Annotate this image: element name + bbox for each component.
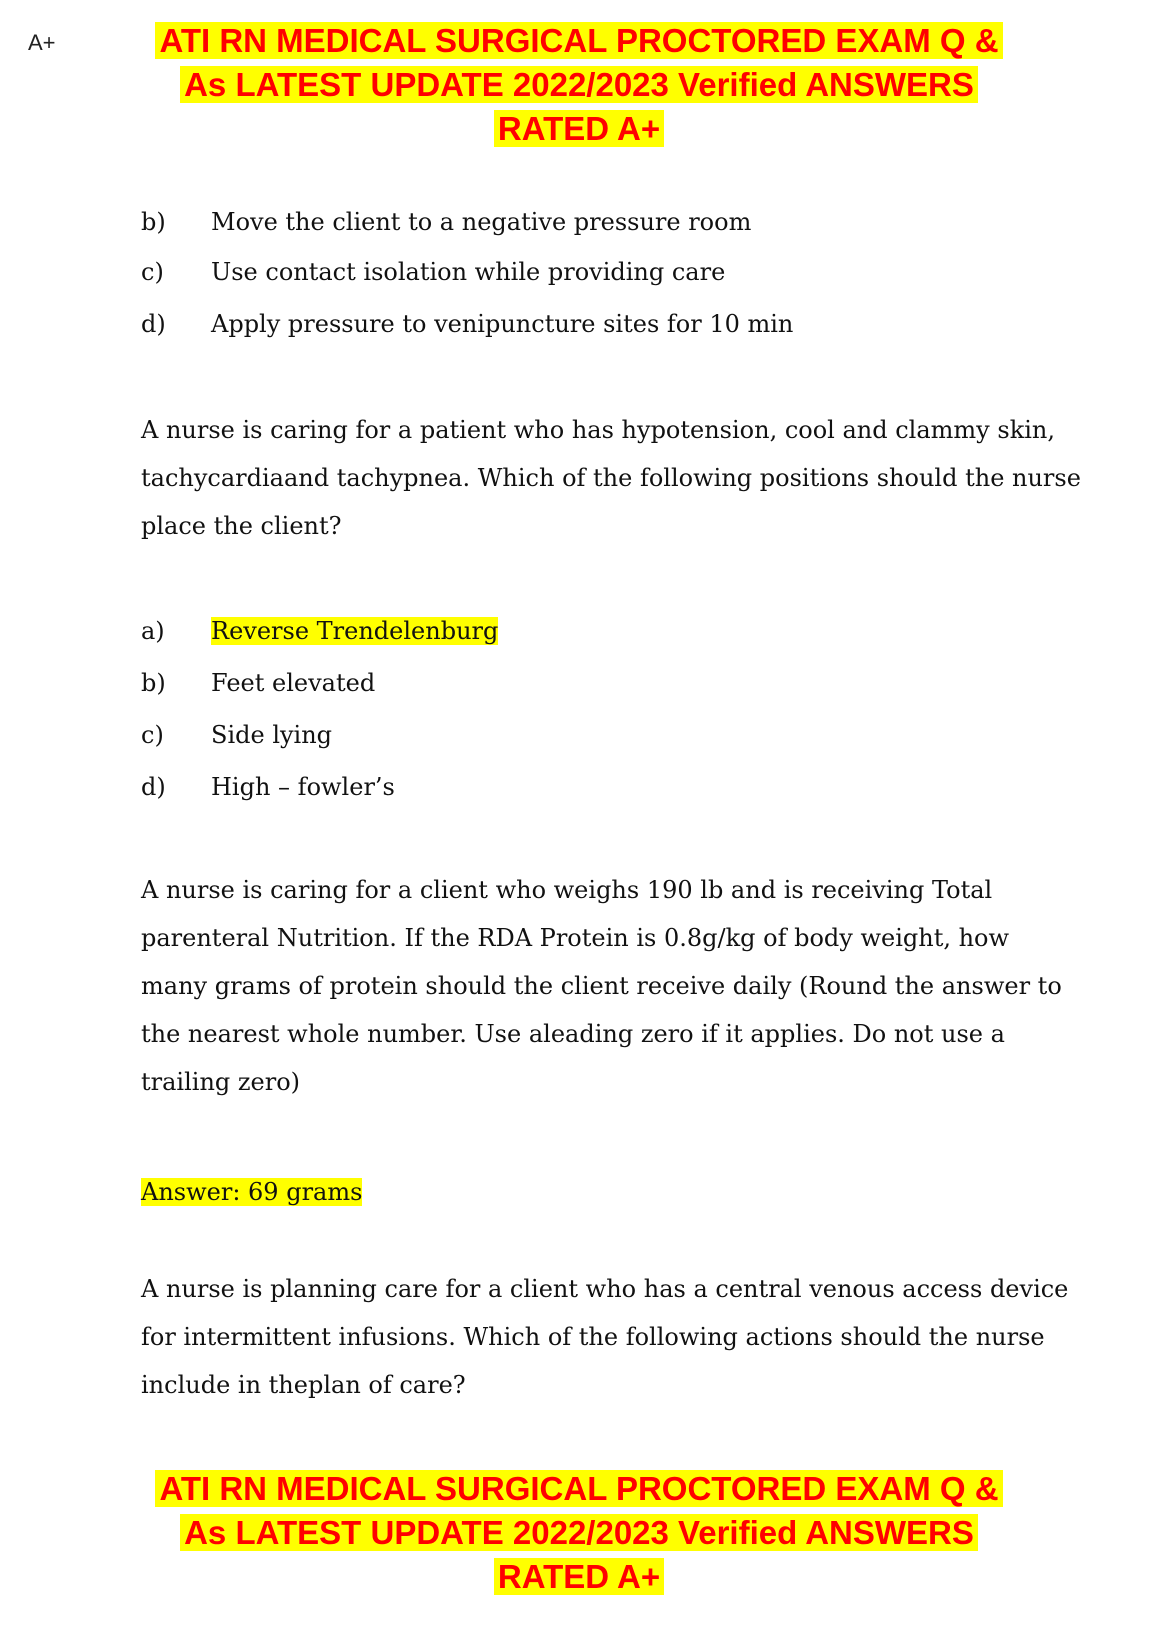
option-text: Apply pressure to venipuncture sites for 10 min xyxy=(211,310,794,338)
answer-line xyxy=(141,1177,362,1207)
option-letter: c) xyxy=(141,258,164,286)
footer-banner xyxy=(100,1467,1058,1599)
question-stem: A nurse is caring for a patient who has hypotension, cool and clammy skin, tachycardiaand tachypnea. Which of the following positions should the nurse place the client? xyxy=(141,416,1081,540)
option-text-correct: Reverse Trendelenburg xyxy=(211,617,499,645)
banner-line-1: ATI RN MEDICAL SURGICAL PROCTORED EXAM Q & xyxy=(155,1470,1002,1507)
banner-line-1: ATI RN MEDICAL SURGICAL PROCTORED EXAM Q & xyxy=(155,22,1002,59)
banner-line-2: As LATEST UPDATE 2022/2023 Verified ANSWERS xyxy=(180,1514,978,1551)
question-stem: A nurse is caring for a client who weighs 190 lb and is receiving Total parenteral Nutrition. If the RDA Protein is 0.8g/kg of body weight, how many grams of protein should the client receive daily (Round the answer to the nearest whole number. Use aleading zero if it applies. Do not use a trailing zero) xyxy=(141,876,1062,1096)
corner-grade-label: A+ xyxy=(28,30,56,55)
option-letter: b) xyxy=(141,669,166,697)
banner-line-3: RATED A+ xyxy=(494,1558,664,1595)
option-letter: c) xyxy=(141,721,164,749)
option-text: Feet elevated xyxy=(211,669,376,697)
option-letter: d) xyxy=(141,310,166,338)
option-item xyxy=(141,616,498,646)
option-letter: b) xyxy=(141,208,166,236)
header-banner xyxy=(100,19,1058,151)
banner-line-2: As LATEST UPDATE 2022/2023 Verified ANSWERS xyxy=(180,66,978,103)
option-item xyxy=(141,720,332,750)
option-text: High – fowler’s xyxy=(211,773,395,801)
banner-line-3: RATED A+ xyxy=(494,110,664,147)
option-item xyxy=(141,309,793,339)
option-item xyxy=(141,668,375,698)
answer-text: Answer: 69 grams xyxy=(141,1178,363,1206)
option-item xyxy=(141,207,751,237)
option-text: Use contact isolation while providing care xyxy=(211,258,726,286)
option-letter: a) xyxy=(141,617,165,645)
option-text: Move the client to a negative pressure room xyxy=(211,208,752,236)
option-item xyxy=(141,257,725,287)
option-letter: d) xyxy=(141,773,166,801)
question-stem: A nurse is planning care for a client who has a central venous access device for intermittent infusions. Which of the following actions should the nurse include in theplan of care? xyxy=(141,1275,1069,1399)
option-item xyxy=(141,772,395,802)
option-text: Side lying xyxy=(211,721,333,749)
